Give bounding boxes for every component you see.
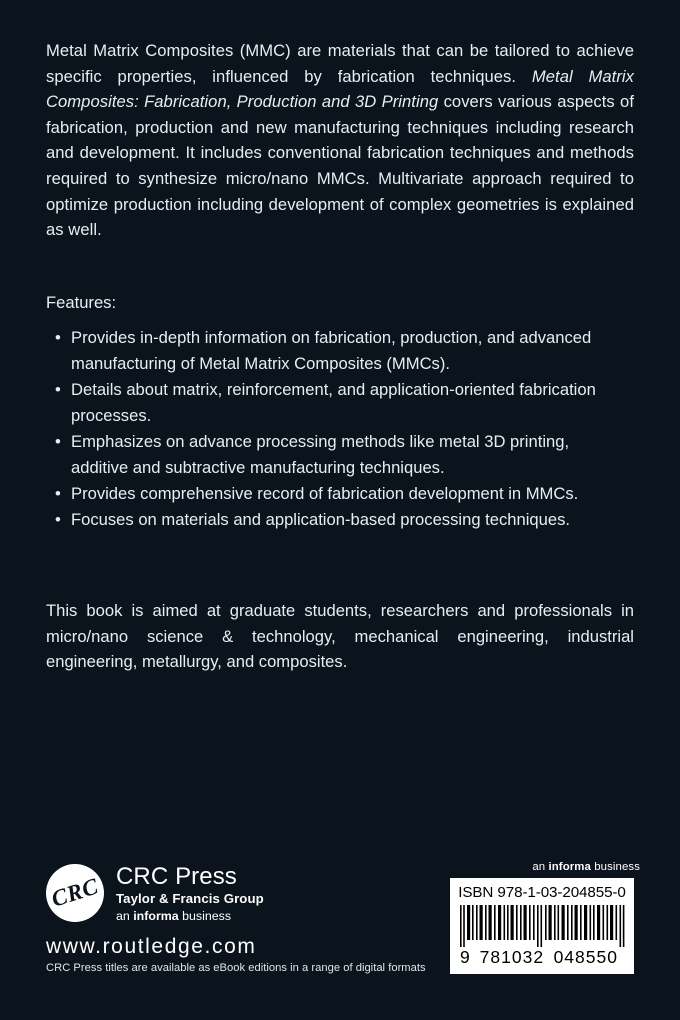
isbn-number: ISBN 978-1-03-204855-0 xyxy=(458,884,626,901)
list-item xyxy=(46,481,616,507)
informa-badge-word: informa xyxy=(548,861,591,873)
bullet-icon: • xyxy=(55,509,61,529)
crc-circle-icon xyxy=(46,864,104,922)
publisher-group: Taylor & Francis Group xyxy=(116,891,264,906)
barcode-digit-right: 048550 xyxy=(553,947,618,967)
informa-business-badge xyxy=(532,861,640,873)
crc-monogram-text: CRC xyxy=(48,873,102,912)
publisher-website[interactable]: www.routledge.com xyxy=(46,935,257,958)
bullet-icon: • xyxy=(55,379,61,399)
features-heading: Features: xyxy=(46,293,117,312)
blurb-paragraph xyxy=(46,38,634,243)
bullet-icon: • xyxy=(55,483,61,503)
informa-prefix: an xyxy=(116,909,134,923)
barcode-bars xyxy=(458,905,626,947)
ebook-availability-note: CRC Press titles are available as eBook editions in a range of digital formats xyxy=(46,962,426,974)
blurb-part-one: Metal Matrix Composites (MMC) are materials that can be tailored to achieve specific properties, influenced by fabrication techniques. xyxy=(46,41,634,86)
barcode-digits xyxy=(458,948,626,967)
feature-text: Provides in-depth information on fabrication, production, and advanced manufacturing of Metal Matrix Composites (MMCs). xyxy=(71,327,592,373)
publisher-logo xyxy=(46,862,376,924)
audience-paragraph xyxy=(46,598,634,675)
list-item xyxy=(46,325,616,377)
list-item xyxy=(46,377,616,429)
blurb-text xyxy=(46,38,634,243)
bullet-icon: • xyxy=(55,431,61,451)
publisher-name: CRC Press xyxy=(116,863,237,890)
informa-badge-prefix: an xyxy=(532,861,549,873)
blurb-part-two: covers various aspects of fabrication, production and new manufacturing techniques including research and development. It includes conventional fabrication techniques and methods required to synthesize micro/nano MMCs. Multivariate approach required to optimize production including development of complex geometries is explained as well. xyxy=(46,92,634,240)
list-item xyxy=(46,507,616,533)
list-item xyxy=(46,429,616,481)
barcode-digit-mid: 781032 xyxy=(479,947,545,967)
book-title-italic: Metal Matrix Composites: Fabrication, Production and 3D Printing xyxy=(46,66,635,112)
isbn-barcode-block xyxy=(450,878,634,974)
barcode-digit-left: 9 xyxy=(460,947,471,967)
features-section xyxy=(46,290,634,533)
feature-text: Emphasizes on advance processing methods like metal 3D printing, additive and subtractive manufacturing techniques. xyxy=(71,431,570,477)
publisher-informa-line xyxy=(116,909,264,924)
informa-badge-suffix: business xyxy=(590,861,640,873)
informa-word: informa xyxy=(133,909,179,923)
audience-text: This book is aimed at graduate students, researchers and professionals in micro/nano science & technology, mechanical engineering, industrial engineering, metallurgy, and composites. xyxy=(46,601,634,672)
bullet-icon: • xyxy=(55,327,61,347)
feature-text: Details about matrix, reinforcement, and application-oriented fabrication processes. xyxy=(71,379,596,425)
feature-text: Focuses on materials and application-based processing techniques. xyxy=(71,509,571,529)
informa-suffix: business xyxy=(178,909,232,923)
features-list xyxy=(46,325,634,533)
feature-text: Provides comprehensive record of fabrication development in MMCs. xyxy=(71,483,579,503)
